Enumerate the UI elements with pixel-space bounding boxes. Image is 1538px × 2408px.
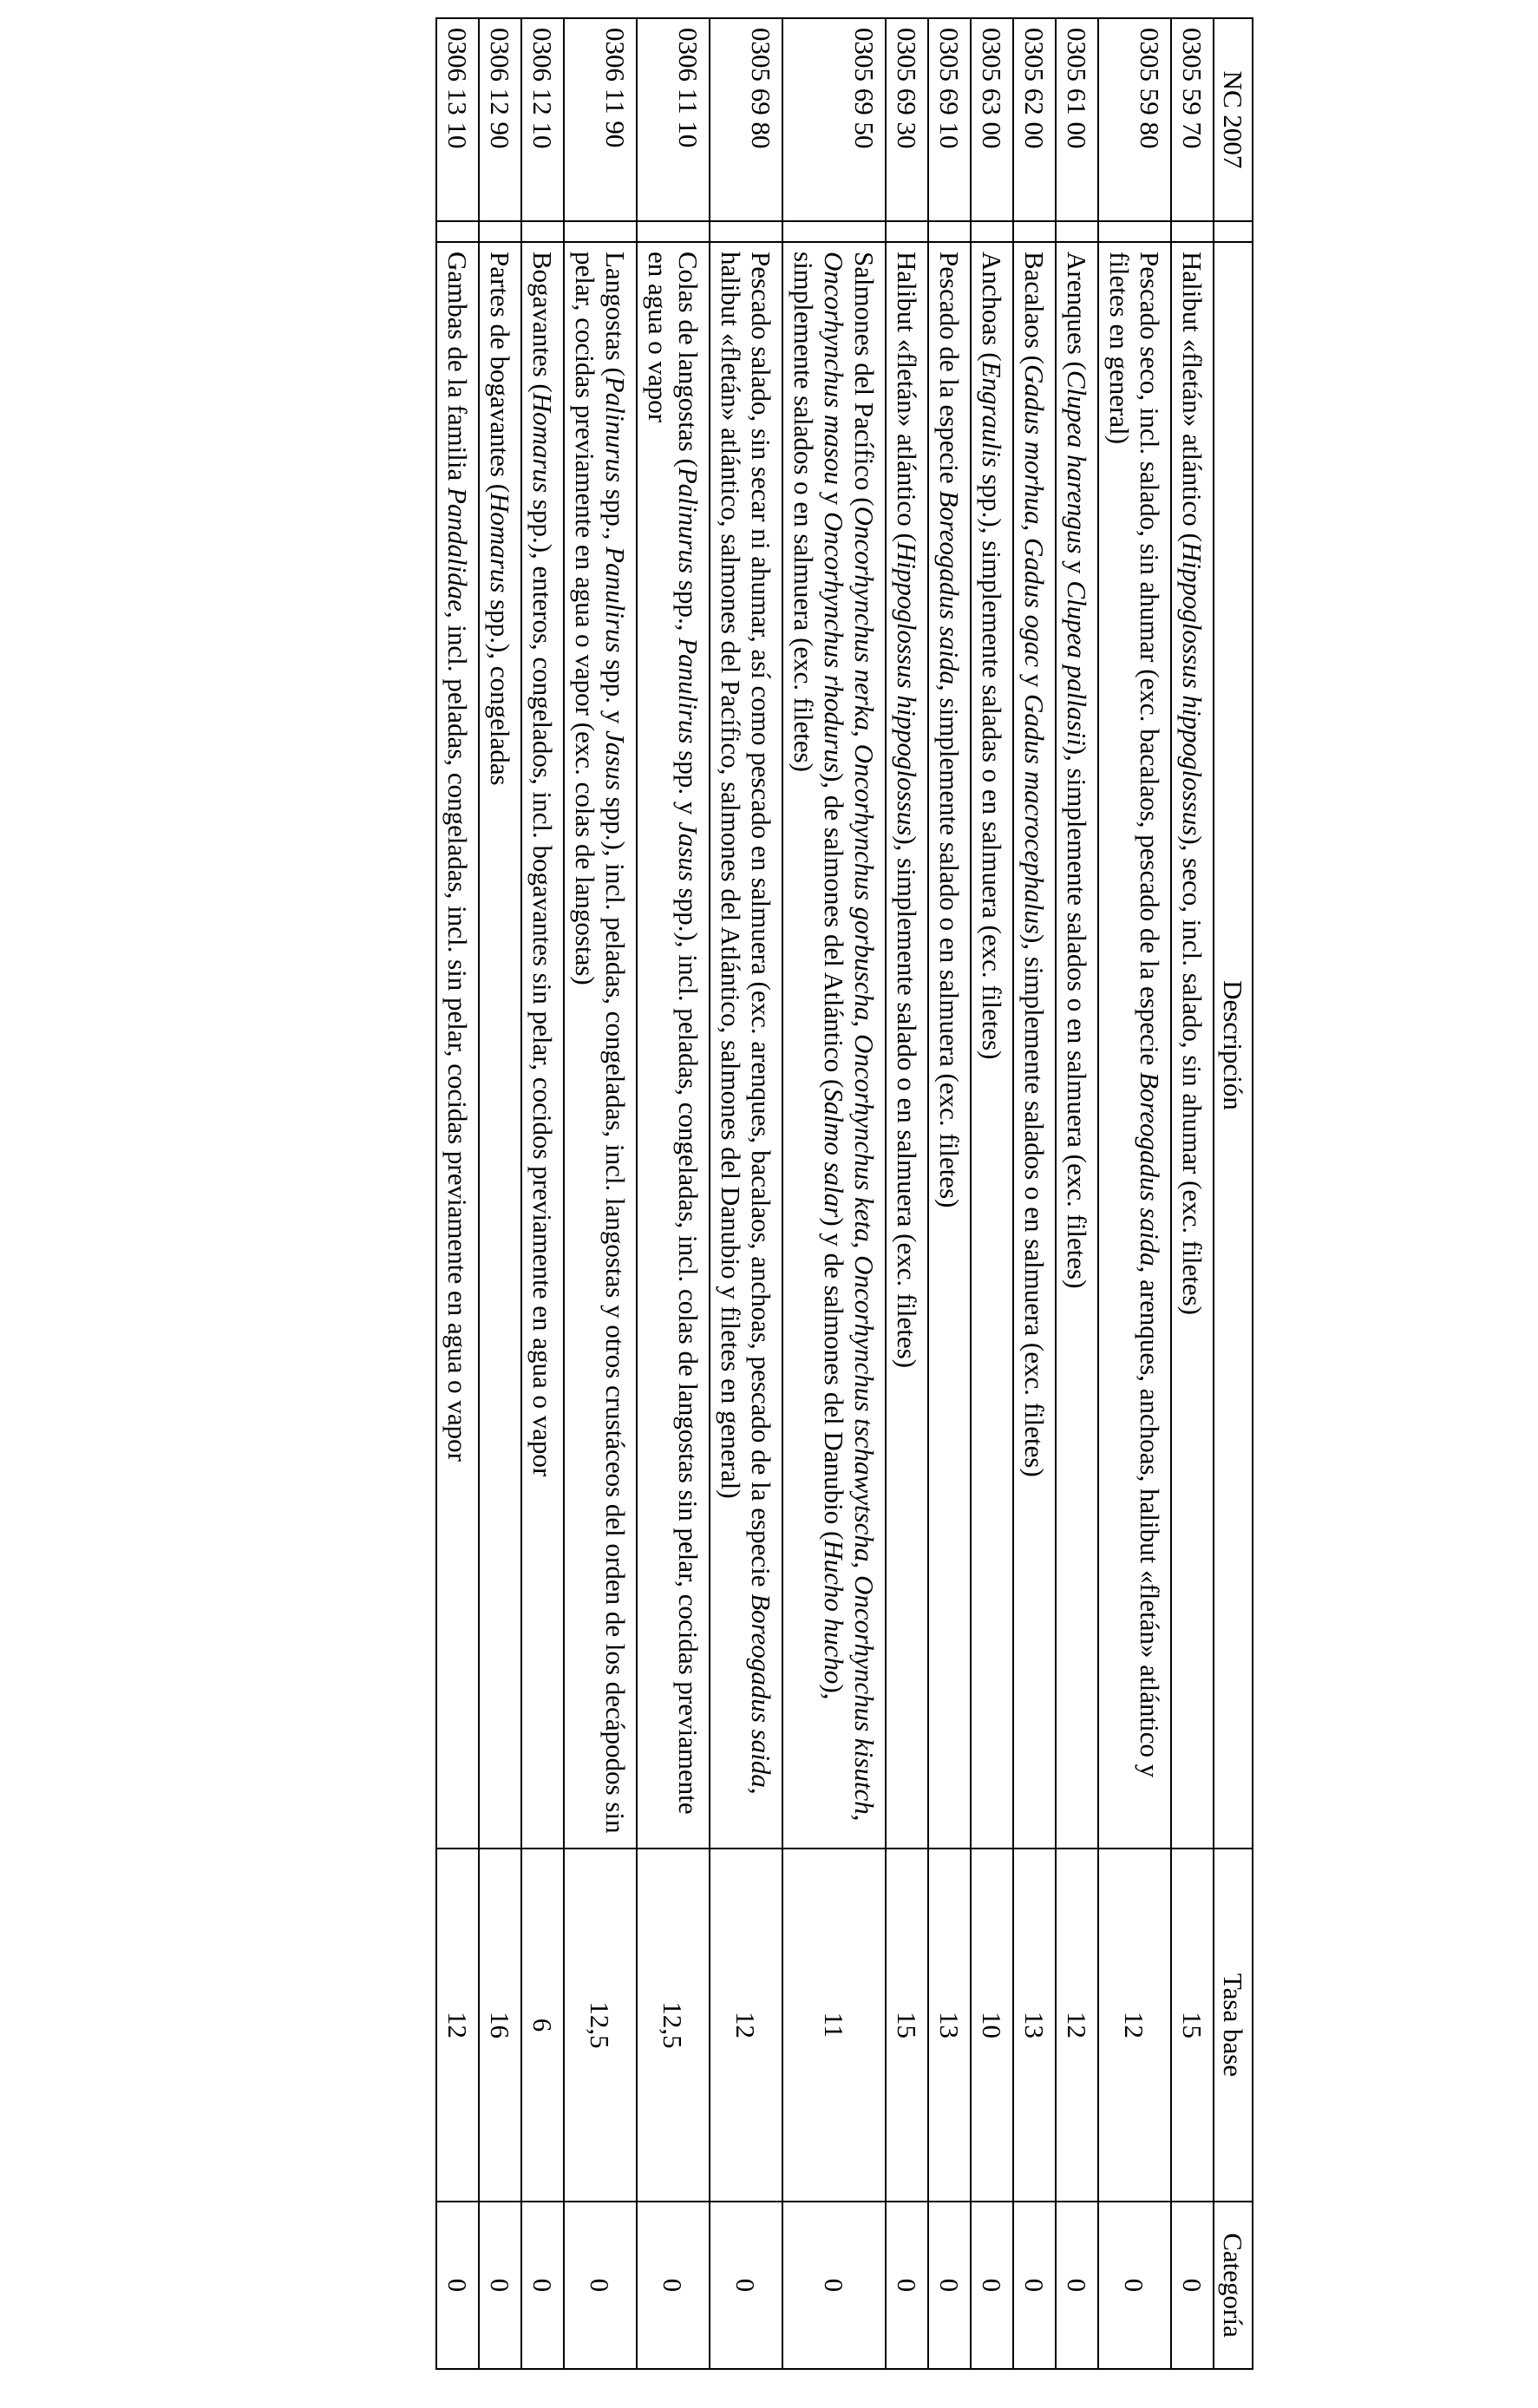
tasa-base-cell: 12 xyxy=(436,1849,479,2202)
tasa-base-cell: 12 xyxy=(1056,1849,1098,2202)
species-name: Homarus xyxy=(485,493,515,593)
tasa-base-cell: 6 xyxy=(521,1849,564,2202)
description-cell xyxy=(637,242,710,1849)
description-text: , xyxy=(849,730,880,744)
species-name: Oncorhynchus nerka xyxy=(849,506,880,731)
species-name: Engraulis xyxy=(977,361,1007,468)
description-text: spp., xyxy=(600,482,631,547)
description-text: Colas de langostas ( xyxy=(673,252,704,468)
table-row xyxy=(1056,18,1098,2369)
nc-code-cell: 0305 59 80 xyxy=(1098,18,1171,221)
spacer-cell xyxy=(564,221,637,242)
categoria-cell: 0 xyxy=(710,2202,782,2369)
description-text: Halibut «fletán» atlántico ( xyxy=(1177,252,1207,542)
description-text: spp. y xyxy=(673,743,704,822)
description-cell xyxy=(928,242,971,1849)
description-text: y xyxy=(1062,553,1092,581)
spacer-cell xyxy=(971,221,1013,242)
species-name: Hucho hucho xyxy=(819,1540,849,1685)
description-text: , xyxy=(849,1561,880,1575)
nc-code-cell: 0306 12 90 xyxy=(479,18,521,221)
description-text: ), simplemente salado o en salmuera (exc. filetes) xyxy=(892,835,922,1369)
spacer-cell xyxy=(637,221,710,242)
tasa-base-cell: 13 xyxy=(928,1849,971,2202)
description-text: spp., xyxy=(673,573,704,638)
description-text: , xyxy=(849,1020,880,1035)
spacer-cell xyxy=(710,221,782,242)
species-name: Oncorhynchus kisutch xyxy=(849,1574,880,1815)
description-text: Bogavantes ( xyxy=(527,252,558,393)
description-text: Arenques ( xyxy=(1062,252,1092,370)
description-text: spp.), simplemente saladas o en salmuera (exc. filetes) xyxy=(977,467,1007,1060)
species-name: Hippoglossus hippoglossus xyxy=(1177,541,1207,836)
nc-code-cell: 0306 12 10 xyxy=(521,18,564,221)
header-spacer xyxy=(1214,221,1253,242)
table-row xyxy=(564,18,637,2369)
categoria-cell: 0 xyxy=(479,2202,521,2369)
description-text: , halibut «fletán» atlántico, salmones del Pacífico, salmones del Atlántico, salmones del Danubio y filetes en general) xyxy=(716,252,776,1795)
spacer-cell xyxy=(521,221,564,242)
table-body xyxy=(436,18,1214,2369)
spacer-cell xyxy=(1098,221,1171,242)
categoria-cell: 0 xyxy=(971,2202,1013,2369)
table-row xyxy=(1171,18,1214,2369)
species-name: Homarus xyxy=(527,392,558,494)
tasa-base-cell: 16 xyxy=(479,1849,521,2202)
species-name: Palinurus xyxy=(600,376,631,483)
species-name: Oncorhynchus gorbuscha xyxy=(849,743,880,1021)
description-cell xyxy=(886,242,928,1849)
table-row xyxy=(886,18,928,2369)
categoria-cell: 0 xyxy=(782,2202,886,2369)
description-cell xyxy=(1013,242,1056,1849)
spacer-cell xyxy=(436,221,479,242)
spacer-cell xyxy=(928,221,971,242)
nc-code-cell: 0306 11 90 xyxy=(564,18,637,221)
description-cell xyxy=(1098,242,1171,1849)
species-name: Salmo salar xyxy=(819,1088,849,1218)
description-text: y xyxy=(1019,667,1050,695)
description-text: Langostas ( xyxy=(600,252,631,376)
nc-code-cell: 0305 69 10 xyxy=(928,18,971,221)
species-name: Pandalidae xyxy=(442,487,473,612)
table-row xyxy=(928,18,971,2369)
species-name: Gadus morhua, Gadus ogac xyxy=(1019,363,1050,668)
tasa-base-cell: 15 xyxy=(1171,1849,1214,2202)
species-name: Oncorhynchus masou xyxy=(819,252,849,485)
description-text: , incl. peladas, congeladas, incl. sin pelar, cocidas previamente en agua o vapor xyxy=(442,611,473,1462)
spacer-cell xyxy=(479,221,521,242)
tasa-base-cell: 15 xyxy=(886,1849,928,2202)
table-row xyxy=(637,18,710,2369)
tasa-base-cell: 10 xyxy=(971,1849,1013,2202)
species-name: Jasus xyxy=(673,821,704,881)
header-categoria: Categoría xyxy=(1214,2202,1253,2369)
header-nc: NC 2007 xyxy=(1214,18,1253,221)
description-text: spp.), enteros, congelados, incl. bogavantes sin pelar, cocidos previamente en agua o vapor xyxy=(527,493,558,1477)
table-row xyxy=(971,18,1013,2369)
table-row xyxy=(479,18,521,2369)
description-text: spp.), incl. peladas, congeladas, incl. langostas y otros crustáceos del orden de los decápodos sin pelar, cocidas previamente en agua o vapor (exc. colas de langostas) xyxy=(570,252,631,1834)
categoria-cell: 0 xyxy=(521,2202,564,2369)
description-cell xyxy=(479,242,521,1849)
description-cell xyxy=(521,242,564,1849)
table-row xyxy=(1013,18,1056,2369)
table-row xyxy=(521,18,564,2369)
categoria-cell: 0 xyxy=(1171,2202,1214,2369)
species-name: Palinurus xyxy=(673,467,704,574)
tasa-base-cell: 12 xyxy=(1098,1849,1171,2202)
species-name: Boreogadus saida xyxy=(934,490,965,685)
nc-code-cell: 0305 69 30 xyxy=(886,18,928,221)
tasa-base-cell: 13 xyxy=(1013,1849,1056,2202)
description-text: Pescado seco, incl. salado, sin ahumar (exc. bacalaos, pescado de la especie xyxy=(1135,252,1165,1072)
description-text: y xyxy=(819,484,849,512)
categoria-cell: 0 xyxy=(928,2202,971,2369)
tariff-table xyxy=(435,17,1253,2370)
table-row xyxy=(782,18,886,2369)
species-name: Panulirus xyxy=(600,546,631,653)
species-name: Oncorhynchus tschawytscha xyxy=(849,1255,880,1562)
species-name: Boreogadus saida xyxy=(746,1593,776,1788)
description-text: Bacalaos ( xyxy=(1019,252,1050,364)
description-text: , arenques, anchoas, halibut «fletán» atlántico y filetes en general) xyxy=(1104,252,1165,1778)
description-text: Halibut «fletán» atlántico ( xyxy=(892,252,922,542)
header-tasa: Tasa base xyxy=(1214,1849,1253,2202)
description-text: ), simplemente salados o en salmuera (exc. filetes) xyxy=(1019,934,1050,1477)
description-cell xyxy=(564,242,637,1849)
description-text: , xyxy=(849,1241,880,1256)
categoria-cell: 0 xyxy=(1013,2202,1056,2369)
nc-code-cell: 0305 63 00 xyxy=(971,18,1013,221)
nc-code-cell: 0305 61 00 xyxy=(1056,18,1098,221)
species-name: Gadus macrocephalus xyxy=(1019,694,1050,934)
description-text: , simplemente salado o en salmuera (exc. filetes) xyxy=(934,684,965,1208)
description-cell xyxy=(971,242,1013,1849)
description-text: spp.), incl. peladas, congeladas, incl. colas de langostas sin pelar, cocidas previamente en agua o vapor xyxy=(643,252,704,1815)
categoria-cell: 0 xyxy=(1098,2202,1171,2369)
header-row xyxy=(1214,18,1253,2369)
rotated-page xyxy=(23,17,1253,2368)
description-text: Gambas de la familia xyxy=(442,252,473,488)
categoria-cell: 0 xyxy=(564,2202,637,2369)
spacer-cell xyxy=(1056,221,1098,242)
species-name: Jasus xyxy=(600,730,631,790)
description-text: ), simplemente salados o en salmuera (exc. filetes) xyxy=(1062,745,1092,1289)
description-text: spp.), congeladas xyxy=(485,592,515,786)
description-text: ), simplemente salados o en salmuera (exc. filetes) xyxy=(789,252,849,1700)
description-cell xyxy=(710,242,782,1849)
tasa-base-cell: 12,5 xyxy=(564,1849,637,2202)
species-name: Oncorhynchus keta xyxy=(849,1034,880,1242)
table-row xyxy=(1098,18,1171,2369)
tasa-base-cell: 11 xyxy=(782,1849,886,2202)
nc-code-cell: 0305 62 00 xyxy=(1013,18,1056,221)
description-cell xyxy=(782,242,886,1849)
spacer-cell xyxy=(1013,221,1056,242)
description-cell xyxy=(436,242,479,1849)
species-name: Clupea harengus xyxy=(1062,370,1092,554)
description-text: Pescado salado, sin secar ni ahumar, así como pescado en salmuera (exc. arenques, bacalaos, anchoas, pescado de la especie xyxy=(746,252,776,1594)
nc-code-cell: 0305 59 70 xyxy=(1171,18,1214,221)
header-descripcion: Descripción xyxy=(1214,242,1253,1849)
description-cell xyxy=(1171,242,1214,1849)
description-text: spp. y xyxy=(600,652,631,731)
tasa-base-cell: 12,5 xyxy=(637,1849,710,2202)
description-text: Anchoas ( xyxy=(977,252,1007,362)
species-name: Panulirus xyxy=(673,638,704,744)
table-row xyxy=(710,18,782,2369)
description-text: Partes de bogavantes ( xyxy=(485,252,515,494)
description-text: Pescado de la especie xyxy=(934,252,965,491)
categoria-cell: 0 xyxy=(637,2202,710,2369)
species-name: Boreogadus saida xyxy=(1135,1071,1165,1266)
nc-code-cell: 0306 11 10 xyxy=(637,18,710,221)
categoria-cell: 0 xyxy=(1056,2202,1098,2369)
description-text: , xyxy=(849,1814,880,1822)
description-cell xyxy=(1056,242,1098,1849)
species-name: Clupea pallasii xyxy=(1062,580,1092,746)
nc-code-cell: 0306 13 10 xyxy=(436,18,479,221)
species-name: Oncorhynchus rhodurus xyxy=(819,511,849,774)
table-row xyxy=(436,18,479,2369)
nc-code-cell: 0305 69 50 xyxy=(782,18,886,221)
spacer-cell xyxy=(1171,221,1214,242)
description-text: ), de salmones del Atlántico ( xyxy=(819,773,849,1089)
tasa-base-cell: 12 xyxy=(710,1849,782,2202)
categoria-cell: 0 xyxy=(886,2202,928,2369)
species-name: Hippoglossus hippoglossus xyxy=(892,541,922,836)
description-text: Salmones del Pacífico ( xyxy=(849,252,880,507)
categoria-cell: 0 xyxy=(436,2202,479,2369)
description-text: ) y de salmones del Danubio ( xyxy=(819,1217,849,1541)
spacer-cell xyxy=(782,221,886,242)
spacer-cell xyxy=(886,221,928,242)
description-text: ), seco, incl. salado, sin ahumar (exc. filetes) xyxy=(1177,835,1207,1315)
nc-code-cell: 0305 69 80 xyxy=(710,18,782,221)
